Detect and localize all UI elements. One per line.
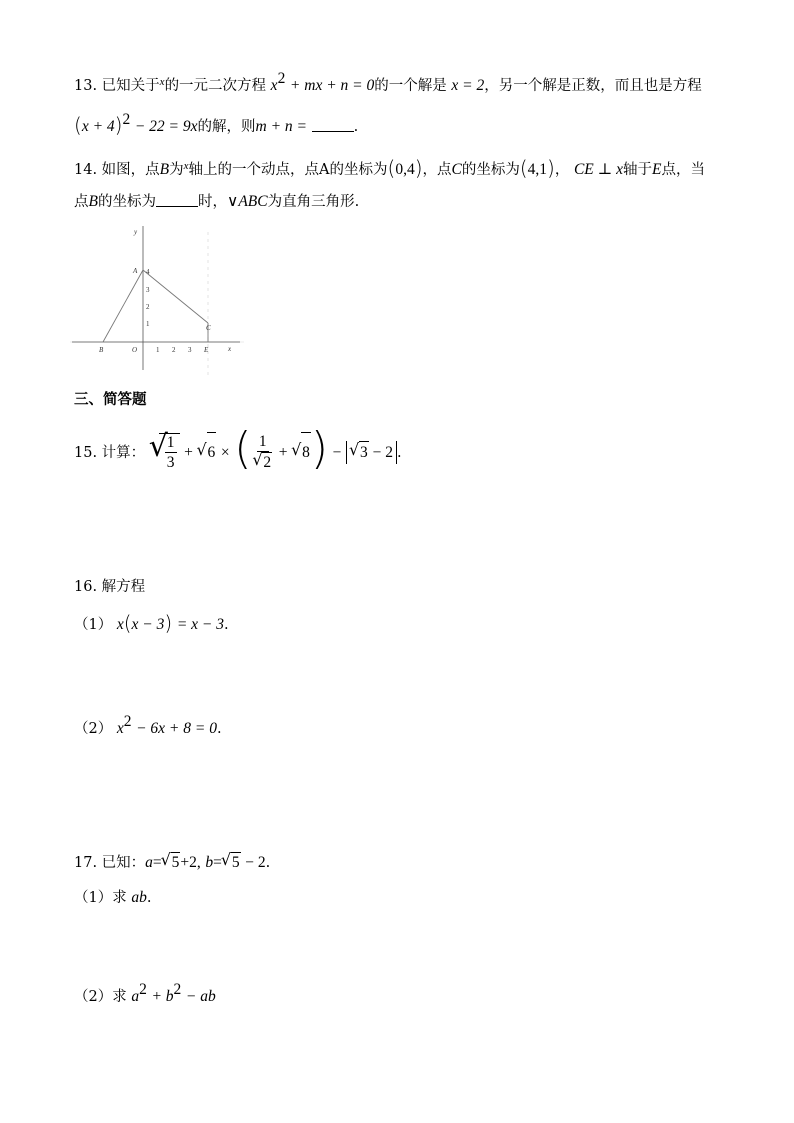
- q17-p1-end: .: [146, 890, 152, 906]
- q13-eq2: x + 4: [81, 118, 115, 135]
- b-tail: − 2: [245, 854, 266, 871]
- y-tick-label: 1: [146, 320, 150, 328]
- frac-den: 3: [166, 454, 175, 472]
- q13-text: ，另一个解是正数，而且也是方程: [484, 78, 702, 94]
- q13-line2: $(x + 4)^2 - 22 = 9x$的解，则m + n = .: [74, 111, 359, 137]
- q13-line1: [74, 72, 702, 96]
- sqrt-body: 5: [231, 854, 240, 871]
- eq-sign: =: [152, 854, 162, 871]
- q16-p2-label: （2）: [74, 721, 113, 737]
- q16-p1-inner: x − 3: [131, 616, 165, 633]
- x-tick-label: 1: [156, 346, 160, 354]
- q16-p1-eq: x: [116, 616, 124, 633]
- q13-eq2-rest: − 22 = 9x: [134, 118, 198, 135]
- sqrt-body: 2: [263, 454, 272, 471]
- q14-text: 时，: [197, 194, 227, 210]
- q14-point-e: E: [651, 161, 662, 178]
- a-tail: +2,: [180, 854, 201, 871]
- var-b: b: [205, 854, 214, 871]
- plus-sign: +: [184, 444, 193, 461]
- q17-label: 17. 已知：: [74, 855, 146, 871]
- frac-num: 1: [258, 433, 267, 450]
- y-tick-label: 3: [146, 286, 150, 294]
- y-axis-label: y: [134, 228, 138, 236]
- q13-text: 的一个解是: [374, 78, 447, 94]
- q15-line: 15. 计算： √ $\frac{1}{3}$ + √ 6 × ( 1 √ 2 + √ 8) − √ 3 − 2 .: [74, 423, 402, 474]
- var-a: a: [145, 854, 153, 871]
- q15-sqrt8: √ 8: [292, 432, 311, 473]
- q14-point-b: B: [159, 161, 170, 178]
- q14-var-x: x: [183, 160, 189, 172]
- q16-p1-end: .: [224, 617, 229, 633]
- q17-end: .: [265, 855, 271, 871]
- q13-text: 的一元二次方程: [164, 78, 267, 94]
- q13-end: .: [353, 119, 359, 135]
- y-tick-label: 2: [146, 303, 150, 311]
- exp: 2: [139, 981, 147, 998]
- q14-text: 为: [169, 162, 184, 178]
- q16-p2-end: .: [216, 721, 222, 737]
- sqrt-body: 5: [171, 854, 180, 871]
- q16-p1-label: （1）: [74, 617, 113, 633]
- y-tick-label: 4: [146, 268, 150, 276]
- q15-abs: √ 3 − 2: [346, 441, 397, 464]
- q14-point-c: C: [451, 161, 462, 178]
- q13-number: 13.: [74, 78, 98, 94]
- q17-title: [74, 852, 270, 873]
- q14-line1: 14. 如图，点B为$^x$轴上的一个动点，点A的坐标为(0,4)，点C的坐标为(4,1)， CE ⊥ x轴于E点，当: [74, 156, 705, 180]
- times-sign: ×: [220, 444, 230, 461]
- sqrt-body: 8: [301, 432, 311, 473]
- x-axis-label: x: [228, 345, 232, 353]
- q14-text: 的坐标为: [97, 194, 156, 210]
- q16-p1-rhs: = x − 3: [176, 616, 224, 633]
- section-heading: 三、简答题: [74, 392, 147, 408]
- point-b-label: B: [99, 346, 104, 354]
- q14-text: 点，当: [661, 162, 705, 178]
- sqrt5: √ 5: [160, 850, 180, 871]
- q17-p1-expr: ab: [131, 889, 147, 906]
- q14-perp: CE ⊥ x: [573, 161, 623, 178]
- q14-answer-blank[interactable]: [156, 192, 198, 207]
- q14-text: 的坐标为: [461, 162, 520, 178]
- q14-text: 轴上的一个动点，点A的坐标为: [188, 162, 388, 178]
- q16-p2-exp: 2: [123, 713, 132, 730]
- point-a-label: A: [133, 267, 138, 275]
- q14-text: ，: [554, 162, 570, 178]
- q16-part1: （1） x(x − 3) = x − 3.: [74, 611, 229, 635]
- abs-rest: − 2: [372, 444, 393, 461]
- q14-text: 如图，点: [101, 162, 160, 178]
- q17-p2-c: − ab: [185, 988, 216, 1005]
- q13-eq1-exp: 2: [277, 70, 286, 87]
- q17-p2-a: a: [131, 988, 140, 1005]
- q13-text: 已知关于: [101, 78, 160, 94]
- x-tick-label: 2: [172, 346, 176, 354]
- q17-part1: [74, 888, 151, 908]
- q16-p2-rest: − 6x + 8 = 0: [136, 720, 217, 737]
- segment-ac: [143, 270, 208, 323]
- q14-text: ，点: [422, 162, 452, 178]
- eq-sign: =: [213, 854, 222, 871]
- q14-text: 轴于: [622, 162, 652, 178]
- q13-text: 的解，则: [197, 119, 256, 135]
- q14-line2: [74, 192, 359, 212]
- q15-end: .: [397, 445, 402, 461]
- q14-text: 点: [74, 194, 89, 210]
- sqrt-body: 6: [207, 432, 217, 473]
- q13-answer-blank[interactable]: [312, 117, 354, 132]
- q13-eq1: x: [270, 77, 278, 94]
- q15-sqrt-frac: √ $\frac{1}{3}$: [150, 433, 180, 474]
- origin-label: O: [132, 346, 138, 354]
- q14-text: 为直角三角形.: [267, 194, 360, 210]
- frac-num: 1: [166, 434, 175, 452]
- q17-p2-label: （2）求: [74, 989, 127, 1005]
- x-tick-label: 3: [188, 346, 192, 354]
- q16-part2: [74, 713, 222, 739]
- sqrt-body: 3: [359, 441, 369, 464]
- q15-frac: 1 √ 2: [252, 433, 272, 471]
- sqrt5: √ 5: [220, 850, 240, 871]
- point-e-label: E: [204, 346, 209, 354]
- q17-part2: [74, 981, 216, 1007]
- q14-a-coord: 0,4: [395, 161, 415, 178]
- q14-number: 14.: [74, 162, 98, 178]
- q14-triangle: ∨ABC: [226, 193, 268, 210]
- q13-var-x: x: [159, 76, 165, 88]
- q13-eq1-rest: + mx + n = 0: [289, 77, 375, 94]
- plus-sign: +: [278, 444, 288, 461]
- q13-mn: m + n =: [255, 118, 308, 135]
- q14-point-b: B: [88, 193, 98, 210]
- q14-c-coord: 4,1: [527, 161, 548, 178]
- q13-eq2-exp: 2: [122, 111, 131, 128]
- q13-solution: x = 2: [451, 77, 485, 94]
- q16-title: 16. 解方程: [74, 579, 146, 595]
- segment-ab: [103, 270, 143, 342]
- q15-label: 计算：: [101, 445, 146, 461]
- q15-number: 15.: [74, 445, 98, 461]
- q17-p2-b: + b: [151, 988, 174, 1005]
- q16-p2-eq: x: [116, 720, 124, 737]
- minus-sign: −: [332, 444, 342, 461]
- point-c-label: C: [206, 324, 211, 332]
- exp: 2: [173, 981, 182, 998]
- q17-p1-label: （1）求: [74, 890, 127, 906]
- q15-sqrt6: √ 6: [198, 432, 217, 473]
- q14-figure: [68, 220, 248, 380]
